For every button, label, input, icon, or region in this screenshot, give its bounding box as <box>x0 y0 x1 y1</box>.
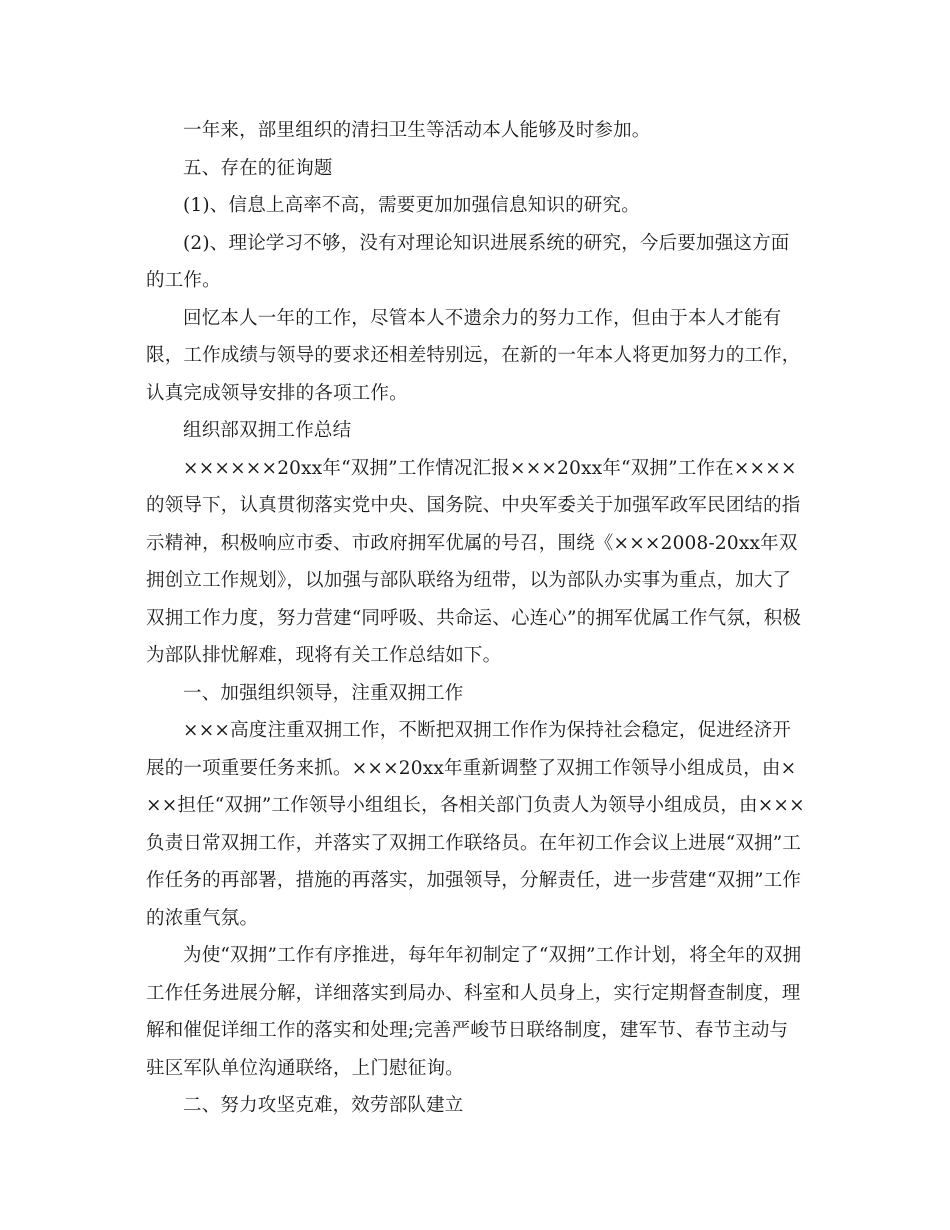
paragraph-activities: 一年来，部里组织的清扫卫生等活动本人能够及时参加。 <box>183 120 651 141</box>
heading-section-two: 二、努力攻坚克难，效劳部队建立 <box>183 1095 464 1116</box>
paragraph-review: 回忆本人一年的工作，尽管本人不遗余力的努力工作，但由于本人才能有限，工作成绩与领导的要求还相差特别远，在新的一年本人将更加努力的工作，认真完成领导安排的各项工作。 <box>146 307 801 404</box>
document-body <box>146 112 806 1125</box>
paragraph-problem-1: (1)、信息上高率不高，需要更加加强信息知识的研究。 <box>183 195 640 216</box>
heading-summary-title: 组织部双拥工作总结 <box>183 420 352 441</box>
heading-section-one: 一、加强组织领导，注重双拥工作 <box>183 682 464 704</box>
paragraph-problem-2: (2)、理论学习不够，没有对理论知识进展系统的研究，今后要加强这方面的工作。 <box>146 232 790 291</box>
heading-existing-problems: 五、存在的征询题 <box>183 157 333 179</box>
paragraph-plan: 为使“双拥”工作有序推进，每年年初制定了“双拥”工作计划，将全年的双拥工作任务进展分解，详细落实到局办、科室和人员身上，实行定期督查制度，理解和催促详细工作的落实和处理;完善严峻节日联络制度，建军节、春节主动与驻区军队单位沟通联络，上门慰征询。 <box>146 945 802 1079</box>
paragraph-intro: ××××××20xx年“双拥”工作情况汇报×××20xx年“双拥”工作在××××的领导下，认真贯彻落实党中央、国务院、中央军委关于加强军政军民团结的指示精神，积极响应市委、市政府拥军优属的号召，围绕《×××2008-20xx年双拥创立工作规划》，以加强与部队联络为纽带，以为部队办实事为重点，加大了双拥工作力度，努力营建“同呼吸、共命运、心连心”的拥军优属工作气氛，积极为部队排忧解难，现将有关工作总结如下。 <box>146 457 802 666</box>
paragraph-leadership: ×××高度注重双拥工作，不断把双拥工作作为保持社会稳定，促进经济开展的一项重要任务来抓。×××20xx年重新调整了双拥工作领导小组成员，由×××担任“双拥”工作领导小组组长，各相关部门负责人为领导小组成员，由×××负责日常双拥工作，并落实了双拥工作联络员。在年初工作会议上进展“双拥”工作任务的再部署，措施的再落实，加强领导，分解责任，进一步营建“双拥”工作的浓重气氛。 <box>146 720 805 929</box>
